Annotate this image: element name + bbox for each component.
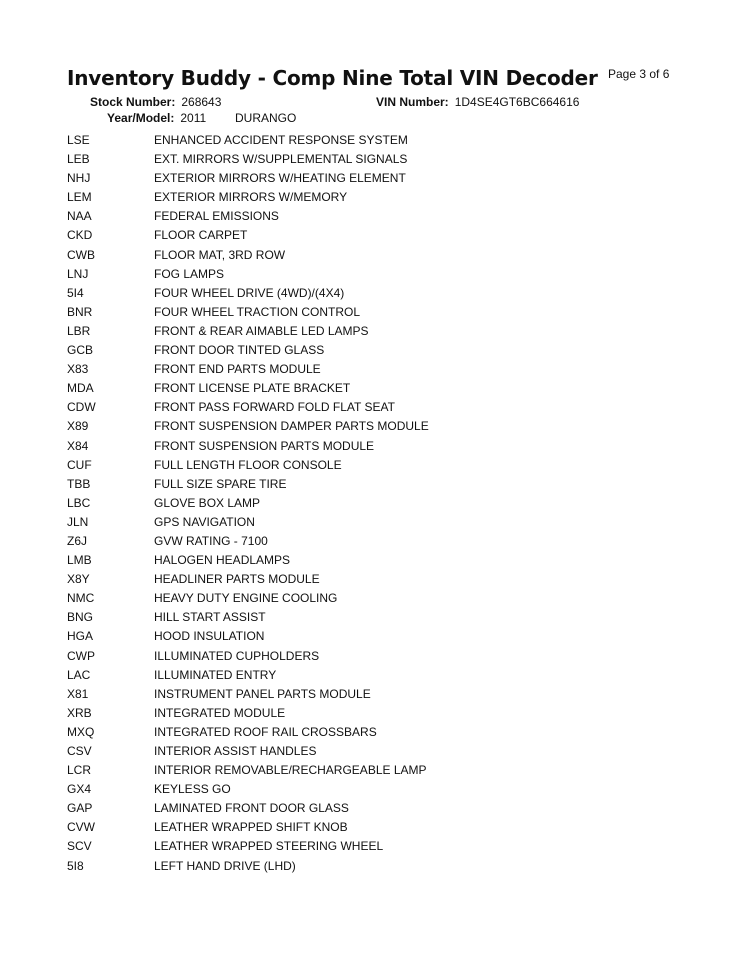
option-description: LEFT HAND DRIVE (LHD) (154, 858, 296, 873)
option-row (67, 494, 667, 513)
option-code: X8Y (67, 572, 90, 587)
option-row (67, 398, 667, 417)
option-row (67, 818, 667, 837)
option-code: LBC (67, 495, 91, 510)
option-code: LSE (67, 133, 90, 147)
option-code: LNJ (67, 266, 89, 281)
option-code: XRB (67, 705, 92, 720)
option-row (67, 627, 667, 646)
option-description: INTERIOR ASSIST HANDLES (154, 744, 317, 758)
option-description: EXT. MIRRORS W/SUPPLEMENTAL SIGNALS (154, 152, 408, 167)
option-code: LCR (67, 763, 92, 778)
option-row (67, 284, 667, 303)
vin-number-label: VIN Number: (376, 95, 449, 109)
vin-number-value: 1D4SE4GT6BC664616 (454, 95, 580, 109)
option-code: NMC (67, 591, 95, 606)
option-description: EXTERIOR MIRRORS W/HEATING ELEMENT (154, 171, 406, 186)
option-row (67, 341, 667, 360)
option-description: INSTRUMENT PANEL PARTS MODULE (154, 686, 371, 701)
option-row (67, 379, 667, 398)
option-row (67, 475, 667, 494)
option-code: LMB (67, 553, 92, 568)
option-description: FULL SIZE SPARE TIRE (154, 476, 287, 491)
option-row (67, 513, 667, 532)
page-number: Page 3 of 6 (608, 67, 670, 81)
option-row (67, 647, 667, 666)
stock-number-field (90, 95, 221, 109)
option-description: FRONT LICENSE PLATE BRACKET (154, 381, 351, 396)
option-code: X83 (67, 362, 89, 377)
option-description: FOG LAMPS (154, 266, 225, 281)
option-code: GCB (67, 343, 94, 358)
option-description: FRONT SUSPENSION PARTS MODULE (154, 438, 375, 453)
option-description: HEADLINER PARTS MODULE (154, 572, 320, 587)
option-code: GX4 (67, 782, 92, 797)
option-row (67, 589, 667, 608)
option-code: CWB (67, 247, 95, 262)
report-title: Inventory Buddy - Comp Nine Total VIN Decoder (67, 66, 598, 90)
model-value: DURANGO (235, 111, 297, 125)
option-description: HILL START ASSIST (154, 610, 266, 625)
option-code: SCV (67, 839, 92, 854)
option-row (67, 456, 667, 475)
option-code: MXQ (67, 724, 95, 739)
option-code: NAA (67, 209, 92, 224)
option-row (67, 169, 667, 188)
option-code: MDA (67, 381, 94, 396)
option-row (67, 723, 667, 742)
option-description: INTERIOR REMOVABLE/RECHARGEABLE LAMP (154, 763, 427, 778)
option-row (67, 761, 667, 780)
option-code: Z6J (67, 533, 88, 548)
option-code: LEM (67, 190, 92, 205)
option-code: BNR (67, 304, 93, 319)
year-model-field (107, 111, 347, 125)
option-row (67, 303, 667, 322)
option-description: FRONT SUSPENSION DAMPER PARTS MODULE (154, 419, 429, 434)
option-code: LBR (67, 323, 91, 338)
option-description: HEAVY DUTY ENGINE COOLING (154, 591, 338, 606)
option-row (67, 608, 667, 627)
option-row (67, 360, 667, 379)
option-code: CWP (67, 648, 95, 663)
option-description: GPS NAVIGATION (154, 514, 255, 529)
option-code: HGA (67, 629, 94, 644)
option-row (67, 188, 667, 207)
option-row (67, 246, 667, 265)
option-code: TBB (67, 476, 91, 491)
option-code: CVW (67, 820, 95, 835)
option-description: FRONT & REAR AIMABLE LED LAMPS (154, 323, 369, 338)
option-description: HOOD INSULATION (154, 629, 265, 644)
stock-number-label: Stock Number: (90, 95, 176, 109)
option-code: BNG (67, 610, 94, 625)
option-code: 5I8 (67, 858, 84, 873)
option-description: FULL LENGTH FLOOR CONSOLE (154, 457, 342, 472)
option-code: CKD (67, 228, 93, 243)
option-row (67, 857, 667, 876)
option-row (67, 417, 667, 436)
option-description: ILLUMINATED ENTRY (154, 667, 277, 682)
option-code: GAP (67, 801, 93, 816)
option-row (67, 207, 667, 226)
option-code: 5I4 (67, 285, 84, 300)
option-description: FOUR WHEEL TRACTION CONTROL (154, 304, 361, 319)
option-description: KEYLESS GO (154, 782, 231, 797)
option-row (67, 322, 667, 341)
option-row (67, 226, 667, 245)
option-row (67, 570, 667, 589)
option-description: LEATHER WRAPPED STEERING WHEEL (154, 839, 384, 854)
option-description: FEDERAL EMISSIONS (154, 209, 279, 224)
option-description: FOUR WHEEL DRIVE (4WD)/(4X4) (154, 285, 345, 300)
option-row (67, 666, 667, 685)
option-row (67, 150, 667, 169)
option-list (67, 131, 667, 876)
option-row (67, 799, 667, 818)
option-row (67, 685, 667, 704)
option-code: JLN (67, 514, 89, 529)
stock-number-value: 268643 (181, 95, 222, 109)
option-description: LEATHER WRAPPED SHIFT KNOB (154, 820, 348, 835)
option-row (67, 131, 667, 150)
option-description: EXTERIOR MIRRORS W/MEMORY (154, 190, 348, 205)
option-code: X89 (67, 419, 89, 434)
option-description: FLOOR MAT, 3RD ROW (154, 247, 286, 262)
option-row (67, 265, 667, 284)
option-code: LAC (67, 667, 91, 682)
option-description: GLOVE BOX LAMP (154, 495, 261, 510)
option-code: X81 (67, 686, 89, 701)
option-code: NHJ (67, 171, 91, 186)
option-code: CSV (67, 744, 92, 758)
year-model-label: Year/Model: (107, 111, 175, 125)
option-row (67, 780, 667, 799)
option-description: INTEGRATED ROOF RAIL CROSSBARS (154, 724, 377, 739)
option-code: CDW (67, 400, 96, 415)
option-description: ILLUMINATED CUPHOLDERS (154, 648, 320, 663)
option-row (67, 532, 667, 551)
option-description: FRONT PASS FORWARD FOLD FLAT SEAT (154, 400, 395, 415)
option-description: FRONT DOOR TINTED GLASS (154, 343, 325, 358)
option-description: ENHANCED ACCIDENT RESPONSE SYSTEM (154, 133, 408, 147)
option-description: LAMINATED FRONT DOOR GLASS (154, 801, 349, 816)
option-description: FLOOR CARPET (154, 228, 248, 243)
year-value: 2011 (180, 111, 207, 125)
option-row (67, 704, 667, 723)
option-code: CUF (67, 457, 92, 472)
option-description: GVW RATING - 7100 (154, 533, 268, 548)
option-row (67, 837, 667, 856)
option-row (67, 742, 667, 761)
option-code: X84 (67, 438, 89, 453)
option-description: INTEGRATED MODULE (154, 705, 286, 720)
option-description: FRONT END PARTS MODULE (154, 362, 321, 377)
option-row (67, 437, 667, 456)
option-description: HALOGEN HEADLAMPS (154, 553, 291, 568)
option-row (67, 551, 667, 570)
option-code: LEB (67, 152, 90, 167)
vin-number-field (376, 95, 579, 109)
